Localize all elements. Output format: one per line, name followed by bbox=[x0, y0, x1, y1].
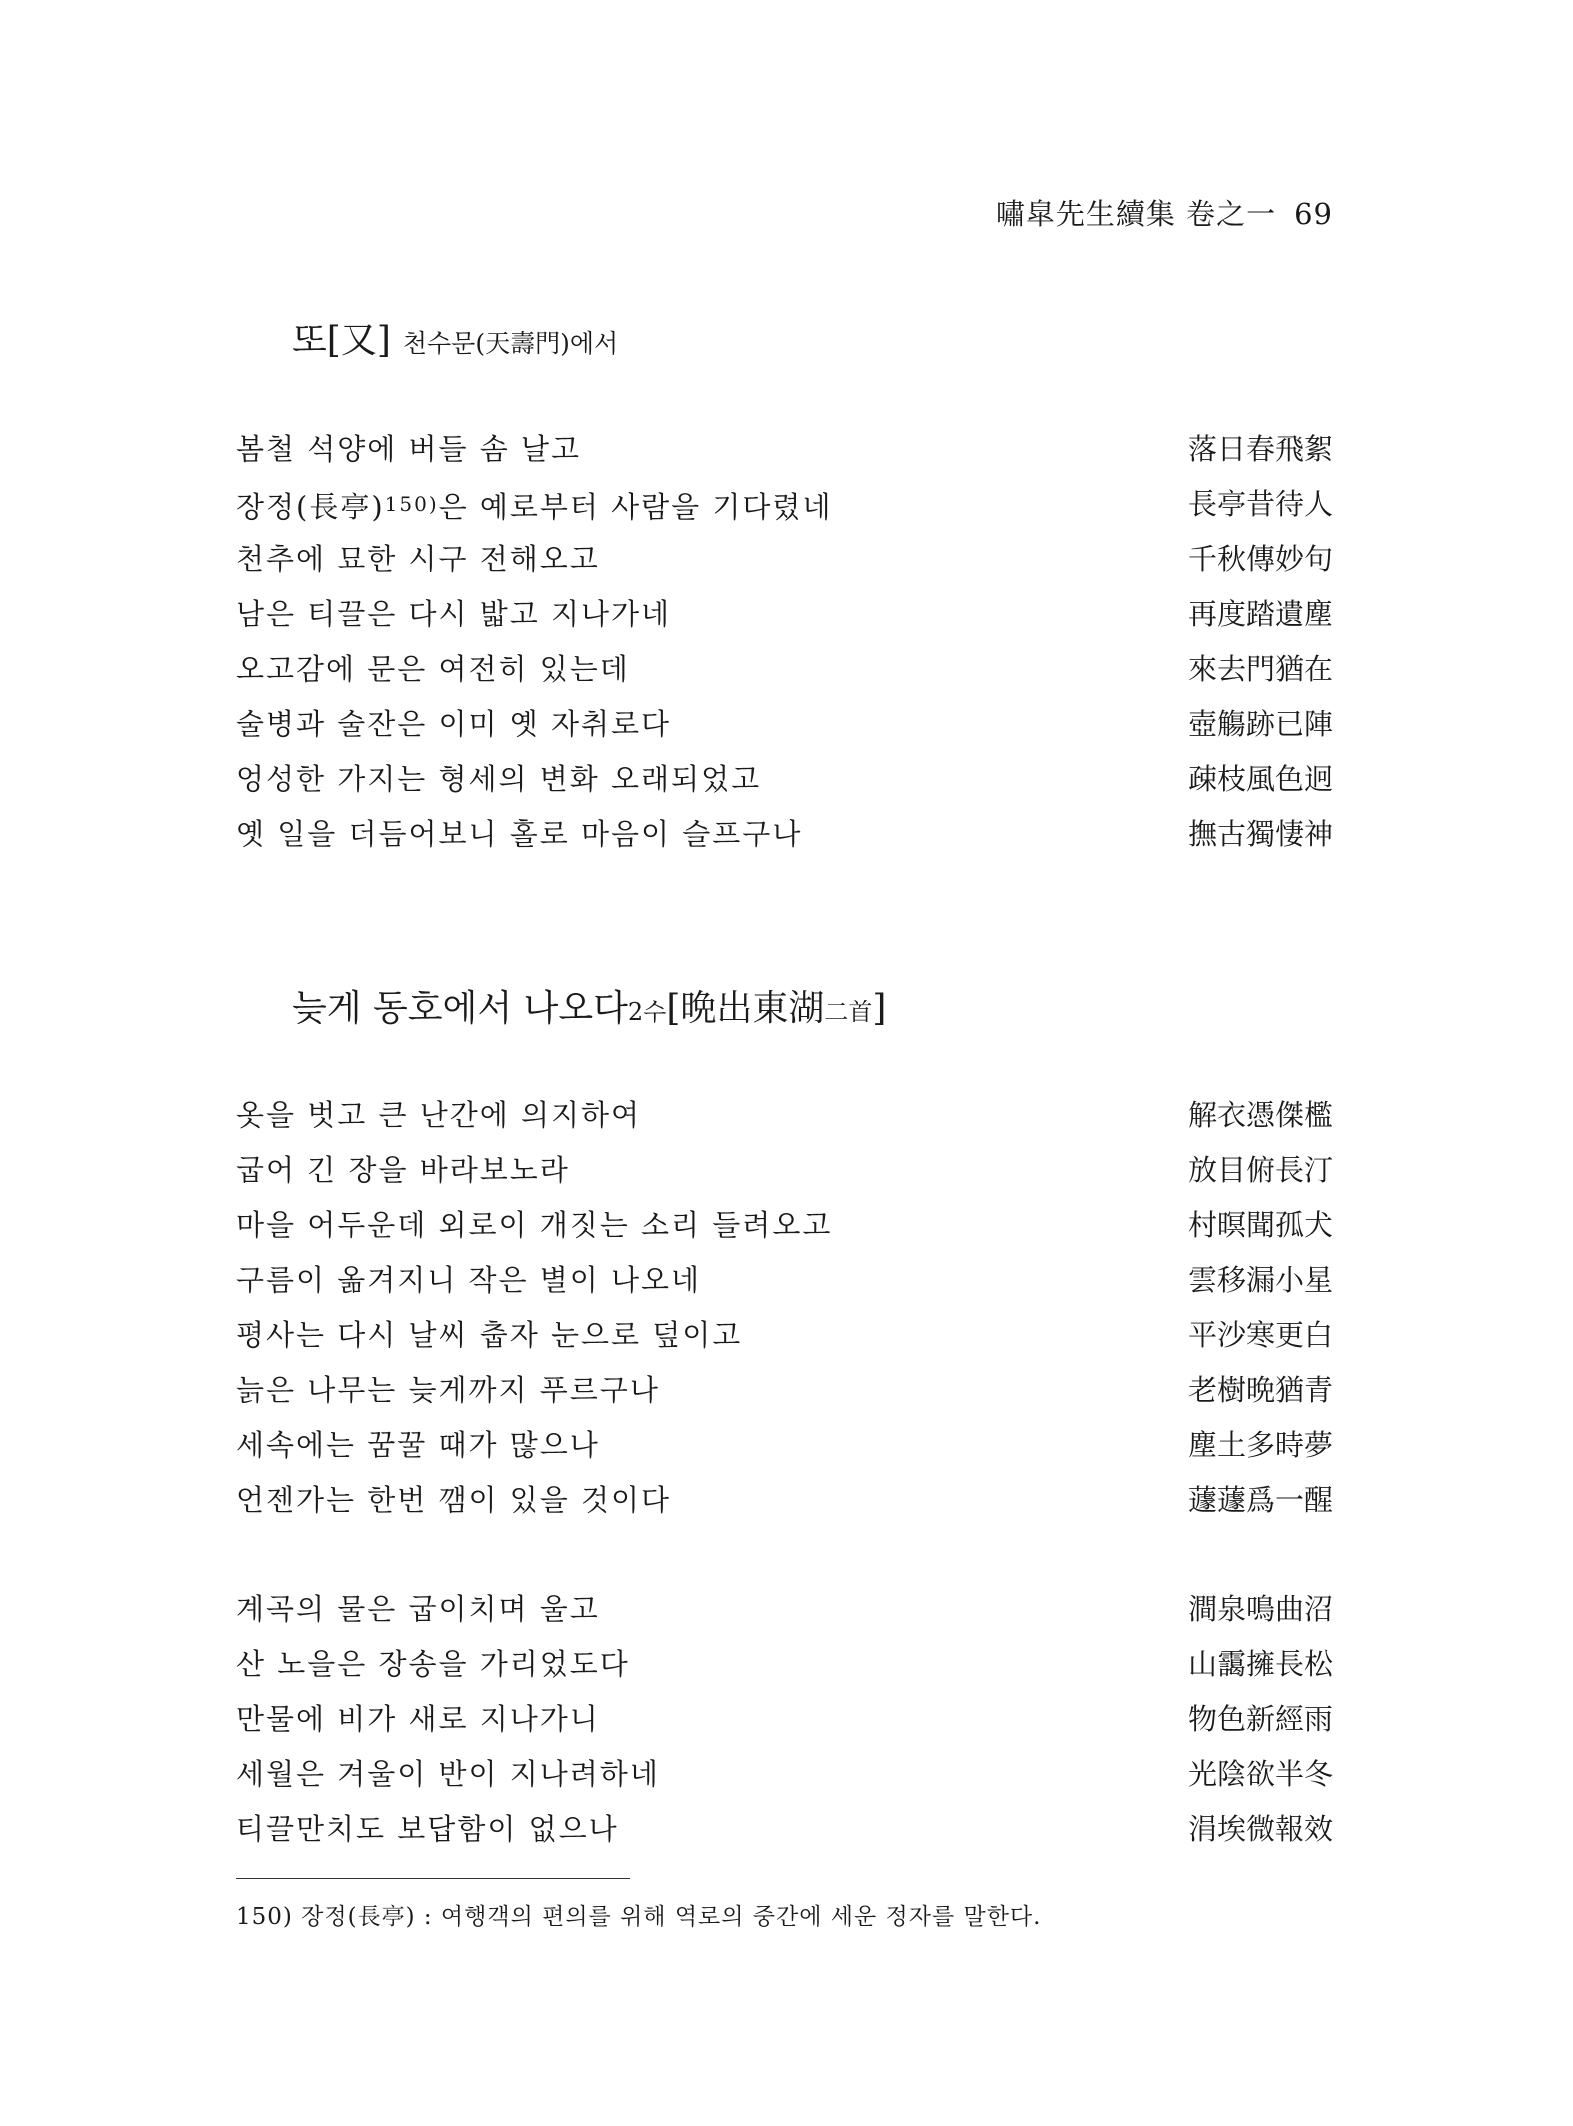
poem-line bbox=[236, 477, 1333, 532]
korean-line: 술병과 술잔은 이미 옛 자취로다 bbox=[236, 707, 672, 741]
korean-line-part: 은 예로부터 사람을 기다렸네 bbox=[438, 490, 833, 524]
hanja-line: 來去門猶在 bbox=[1187, 652, 1333, 686]
section2-hanja-title: [晩出東湖 bbox=[666, 988, 825, 1029]
section2-hanja-count: 二首 bbox=[824, 998, 873, 1026]
poem-line bbox=[236, 1637, 1333, 1692]
poem-section1 bbox=[236, 422, 1333, 862]
section1-title-text: 또[又] bbox=[292, 320, 391, 361]
poem-line bbox=[236, 1143, 1333, 1198]
korean-line: 천추에 묘한 시구 전해오고 bbox=[236, 542, 600, 576]
korean-line: 산 노을은 장송을 가리었도다 bbox=[236, 1647, 630, 1681]
poem-line bbox=[236, 1582, 1333, 1637]
poem-line bbox=[236, 1473, 1333, 1528]
poem-line bbox=[236, 1253, 1333, 1308]
poem-line bbox=[236, 1308, 1333, 1363]
poem-line bbox=[236, 1363, 1333, 1418]
section2-title-text: 늦게 동호에서 나오다 bbox=[292, 988, 628, 1029]
korean-line: 늙은 나무는 늦게까지 푸르구나 bbox=[236, 1373, 660, 1407]
hanja-line: 放目俯長汀 bbox=[1187, 1153, 1333, 1187]
footnote: 150) 장정(長亭) : 여행객의 편의를 위해 역로의 중간에 세운 정자를 말한다. bbox=[236, 1904, 1042, 1930]
korean-line: 봄철 석양에 버들 솜 날고 bbox=[236, 432, 582, 466]
footnote-divider bbox=[236, 1878, 630, 1879]
poem-line bbox=[236, 642, 1333, 697]
hanja-line: 涓埃微報效 bbox=[1187, 1812, 1333, 1846]
poem-line bbox=[236, 1198, 1333, 1253]
hanja-line: 壺觴跡已陣 bbox=[1187, 707, 1333, 741]
korean-line bbox=[236, 477, 832, 535]
hanja-line: 物色新經雨 bbox=[1187, 1702, 1333, 1736]
hanja-line: 疎枝風色迥 bbox=[1187, 762, 1333, 796]
korean-line: 엉성한 가지는 형세의 변화 오래되었고 bbox=[236, 762, 762, 796]
page-number: 69 bbox=[1294, 197, 1333, 231]
korean-line: 구름이 옮겨지니 작은 별이 나오네 bbox=[236, 1263, 702, 1297]
book-title: 嘯皐先生續集 卷之一 bbox=[995, 197, 1277, 231]
korean-line: 만물에 비가 새로 지나가니 bbox=[236, 1702, 600, 1736]
korean-line: 티끌만치도 보답함이 없으나 bbox=[236, 1812, 619, 1846]
poem-line bbox=[236, 807, 1333, 862]
hanja-line: 山靄擁長松 bbox=[1187, 1647, 1333, 1681]
korean-line: 평사는 다시 날씨 춥자 눈으로 덮이고 bbox=[236, 1318, 743, 1352]
korean-line: 남은 티끌은 다시 밟고 지나가네 bbox=[236, 597, 672, 631]
hanja-line: 千秋傳妙句 bbox=[1187, 542, 1333, 576]
hanja-line: 平沙寒更白 bbox=[1187, 1318, 1333, 1352]
hanja-line: 雲移漏小星 bbox=[1187, 1263, 1333, 1297]
korean-line-part: 장정(長亭) bbox=[236, 490, 385, 524]
poem-line bbox=[236, 697, 1333, 752]
poem-line bbox=[236, 422, 1333, 477]
section1-title bbox=[292, 312, 618, 363]
korean-line: 굽어 긴 장을 바라보노라 bbox=[236, 1153, 570, 1187]
korean-line: 마을 어두운데 외로이 개짓는 소리 들려오고 bbox=[236, 1208, 833, 1242]
hanja-line: 光陰欲半冬 bbox=[1187, 1757, 1333, 1791]
section2-title bbox=[292, 980, 886, 1031]
korean-line: 옷을 벗고 큰 난간에 의지하여 bbox=[236, 1098, 642, 1132]
hanja-line: 解衣憑傑檻 bbox=[1187, 1098, 1333, 1132]
poem-line bbox=[236, 1747, 1333, 1802]
hanja-line: 落日春飛絮 bbox=[1187, 432, 1333, 466]
section2-poem-count: 2수 bbox=[627, 998, 667, 1026]
hanja-line: 塵土多時夢 bbox=[1187, 1428, 1333, 1462]
hanja-line: 撫古獨悽神 bbox=[1187, 817, 1333, 851]
korean-line: 오고감에 문은 여전히 있는데 bbox=[236, 652, 630, 686]
korean-line: 세속에는 꿈꿀 때가 많으나 bbox=[236, 1428, 600, 1462]
hanja-line: 蘧蘧爲一醒 bbox=[1187, 1483, 1333, 1517]
poem-line bbox=[236, 752, 1333, 807]
poem-line bbox=[236, 532, 1333, 587]
korean-line: 언젠가는 한번 깸이 있을 것이다 bbox=[236, 1483, 672, 1517]
section2-hanja-close: ] bbox=[872, 988, 887, 1029]
poem-line bbox=[236, 1802, 1333, 1857]
korean-line: 계곡의 물은 굽이치며 울고 bbox=[236, 1592, 600, 1626]
hanja-line: 澗泉鳴曲沼 bbox=[1187, 1592, 1333, 1626]
section1-subtitle: 천수문(天壽門)에서 bbox=[402, 329, 619, 358]
hanja-line: 長亭昔待人 bbox=[1187, 487, 1333, 521]
korean-line: 옛 일을 더듬어보니 홀로 마음이 슬프구나 bbox=[236, 817, 803, 851]
poem-line bbox=[236, 1692, 1333, 1747]
hanja-line: 村暝聞孤犬 bbox=[1187, 1208, 1333, 1242]
hanja-line: 再度踏遺塵 bbox=[1187, 597, 1333, 631]
poem-section2-stanza1 bbox=[236, 1088, 1333, 1528]
poem-line bbox=[236, 1418, 1333, 1473]
footnote-reference[interactable]: 150) bbox=[384, 492, 439, 516]
korean-line: 세월은 겨울이 반이 지나려하네 bbox=[236, 1757, 660, 1791]
running-header bbox=[996, 192, 1333, 233]
poem-line bbox=[236, 1088, 1333, 1143]
poem-section2-stanza2 bbox=[236, 1582, 1333, 1857]
hanja-line: 老樹晩猶青 bbox=[1187, 1373, 1333, 1407]
poem-line bbox=[236, 587, 1333, 642]
